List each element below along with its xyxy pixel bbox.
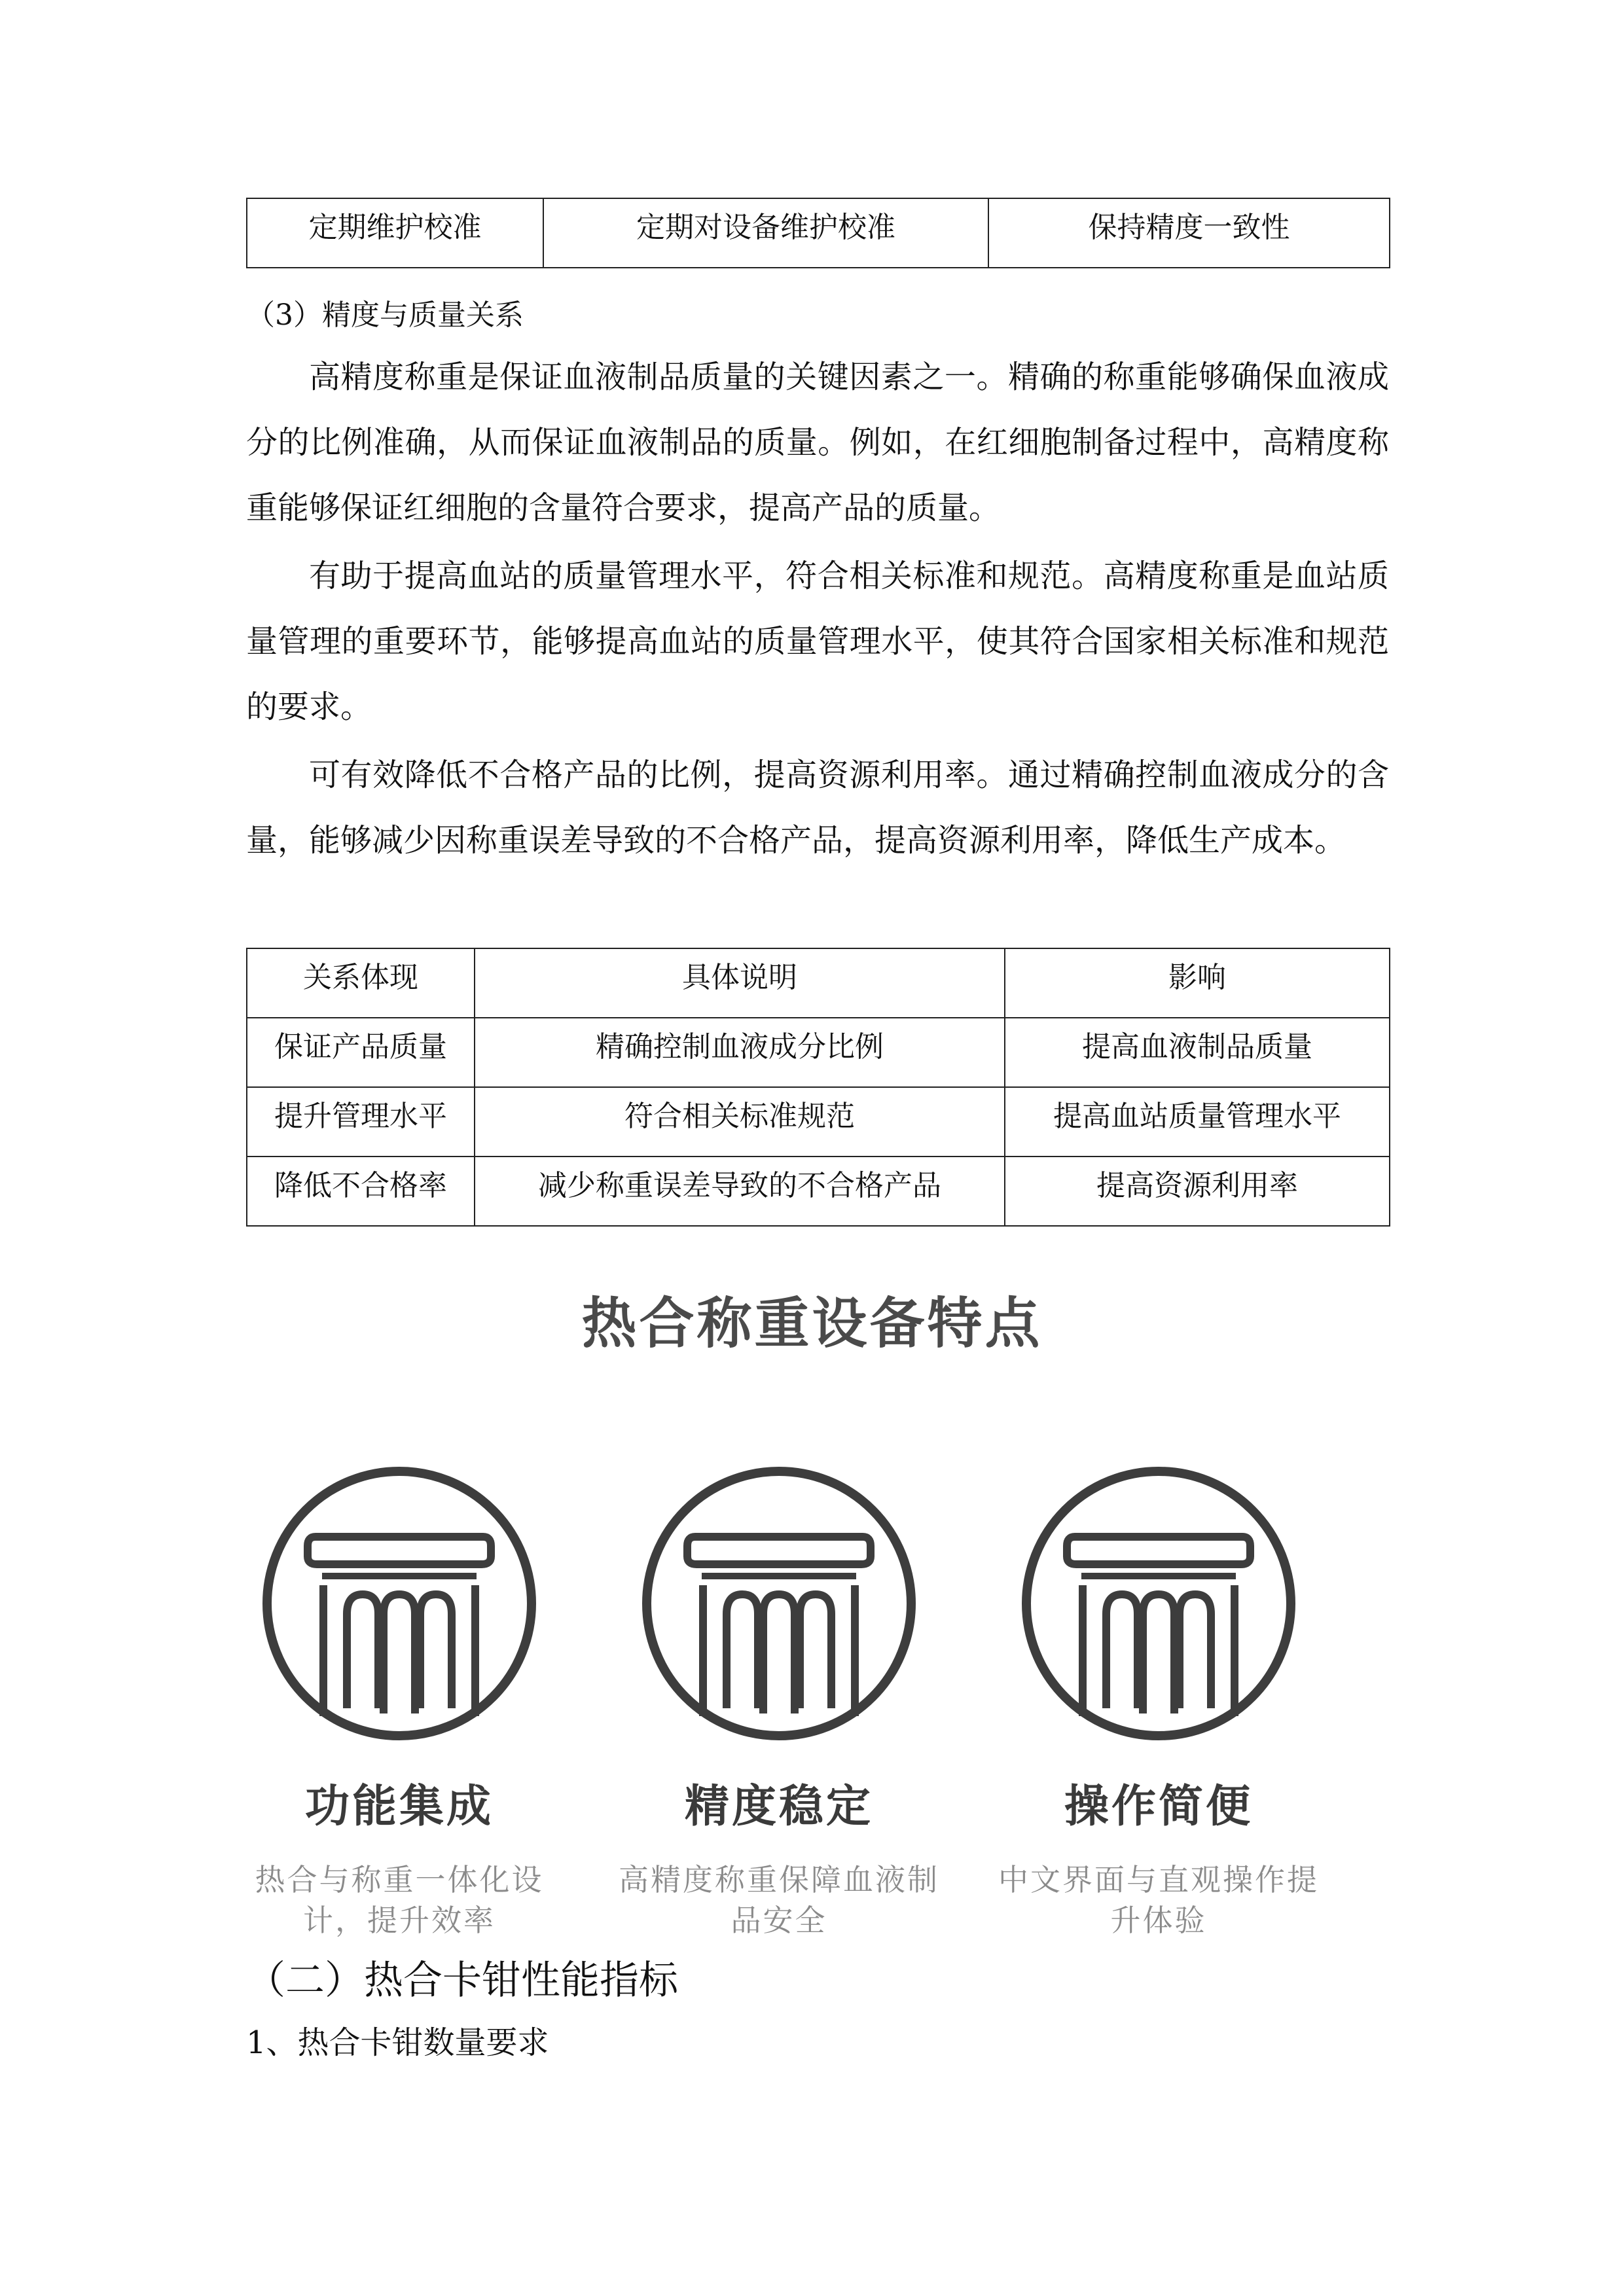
table-row — [247, 1087, 1390, 1157]
table-cell: 精确控制血液成分比例 — [475, 1018, 1005, 1087]
feature-description: 热合与称重一体化设计，提升效率 — [255, 1862, 544, 1938]
table-cell: 降低不合格率 — [247, 1157, 475, 1226]
paragraph: 可有效降低不合格产品的比例，提高资源利用率。通过精确控制血液成分的含量，能够减少因称重误差导致的不合格产品，提高资源利用率，降低生产成本。 — [246, 757, 1389, 859]
table-cell: 提高血液制品质量 — [1005, 1018, 1390, 1087]
table-cell: 提升管理水平 — [247, 1087, 475, 1157]
feature-card — [949, 1460, 1368, 1941]
feature-name: 操作简便 — [1064, 1781, 1253, 1833]
table-cell: 提高血站质量管理水平 — [1005, 1087, 1390, 1157]
table-row — [247, 1157, 1390, 1226]
table-cell: 保证产品质量 — [247, 1018, 475, 1087]
table-row — [247, 198, 1390, 268]
pillar-icon — [1015, 1460, 1303, 1748]
table-cell: 定期对设备维护校准 — [543, 198, 988, 268]
feature-description: 中文界面与直观操作提升体验 — [998, 1862, 1319, 1938]
table-header-cell: 具体说明 — [475, 948, 1005, 1018]
table-cell: 定期维护校准 — [247, 198, 543, 268]
table-cell: 符合相关标准规范 — [475, 1087, 1005, 1157]
feature-description: 高精度称重保障血液制品安全 — [619, 1862, 939, 1938]
table-cell: 提高资源利用率 — [1005, 1157, 1390, 1226]
section-heading-2: （二）热合卡钳性能指标 — [246, 1958, 678, 2003]
table-header-cell: 影响 — [1005, 948, 1390, 1018]
feature-card — [569, 1460, 988, 1941]
section-heading-3: （3）精度与质量关系 — [246, 298, 524, 332]
paragraph: 高精度称重是保证血液制品质量的关键因素之一。精确的称重能够确保血液成分的比例准确，从而保证血液制品的质量。例如，在红细胞制备过程中，高精度称重能够保证红细胞的含量符合要求，提高产品的质量。 — [246, 359, 1389, 526]
paragraph: 有助于提高血站的质量管理水平，符合相关标准和规范。高精度称重是血站质量管理的重要环节，能够提高血站的质量管理水平，使其符合国家相关标准和规范的要求。 — [246, 558, 1389, 725]
table-header-cell: 关系体现 — [247, 948, 475, 1018]
features-title: 热合称重设备特点 — [581, 1291, 1043, 1355]
feature-name: 功能集成 — [304, 1781, 494, 1833]
table-row — [247, 1018, 1390, 1087]
pillar-icon — [635, 1460, 923, 1748]
maintenance-table — [246, 198, 1390, 268]
quality-relation-table — [246, 948, 1390, 1227]
table-header-row — [247, 948, 1390, 1018]
feature-card — [190, 1460, 609, 1941]
table-cell: 保持精度一致性 — [988, 198, 1390, 268]
feature-name: 精度稳定 — [684, 1781, 873, 1833]
pillar-icon — [255, 1460, 543, 1748]
table-cell: 减少称重误差导致的不合格产品 — [475, 1157, 1005, 1226]
subsection-heading: 1、热合卡钳数量要求 — [246, 2024, 549, 2061]
